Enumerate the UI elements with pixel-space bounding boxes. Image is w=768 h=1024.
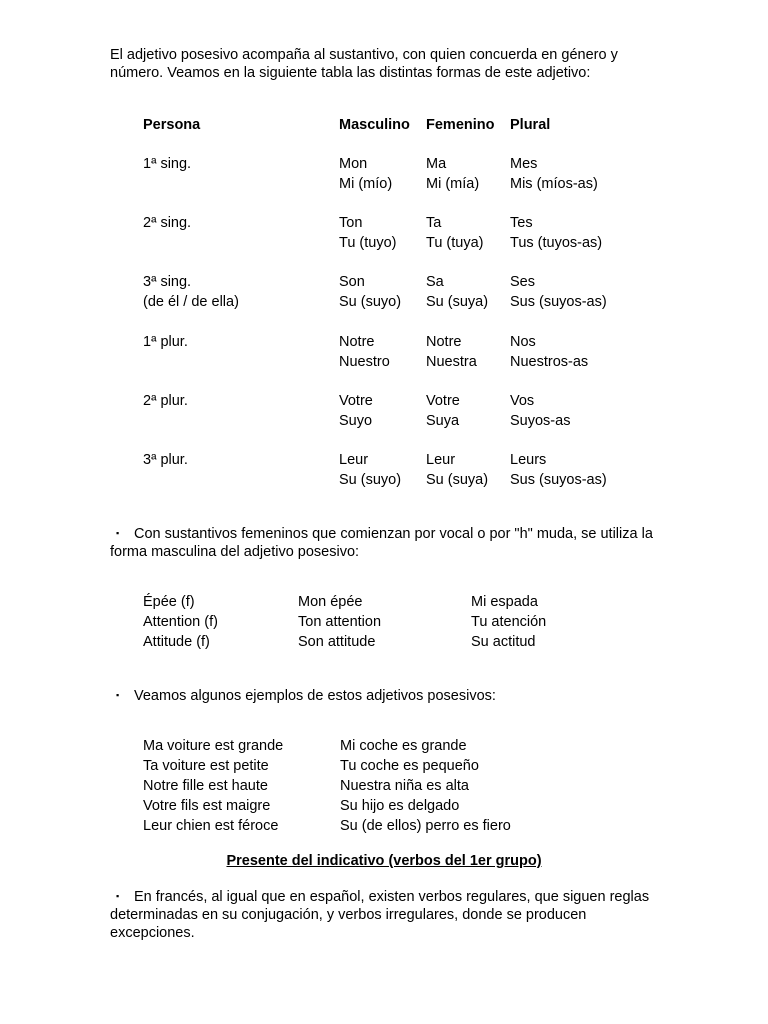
- table-cell: Mis (míos-as): [510, 176, 598, 192]
- table-cell: Tes: [510, 215, 533, 231]
- table-cell: Notre fille est haute: [143, 778, 268, 794]
- table-cell: Leurs: [510, 452, 547, 468]
- bullet-text-3: En francés, al igual que en español, existen verbos regulares, que siguen reglas determinadas en su conjugación, y verbos irregulares, donde se producen excepciones.: [110, 889, 650, 941]
- table-cell: Suya: [426, 413, 460, 429]
- bullet-text-1: Con sustantivos femeninos que comienzan por vocal o por "h" muda, se utiliza la forma masculina del adjetivo posesivo:: [110, 526, 653, 560]
- table-cell: Suyos-as: [510, 413, 571, 429]
- table-cell: Son: [339, 274, 365, 290]
- table-cell: Votre: [426, 393, 460, 409]
- table-cell: Votre: [339, 393, 373, 409]
- table-cell: Mon: [339, 156, 368, 172]
- table-cell: Mi (mío): [339, 176, 393, 192]
- table-cell: Notre: [426, 334, 462, 350]
- table-cell: Nos: [510, 334, 536, 350]
- table-cell: Ses: [510, 274, 535, 290]
- table-cell: Ma voiture est grande: [143, 738, 284, 754]
- table-cell: Mon épée: [298, 594, 363, 610]
- table-cell: Leur: [339, 452, 369, 468]
- intro-paragraph: El adjetivo posesivo acompaña al sustantivo, con quien concuerda en género y número. Veamos en la siguiente tabla las distintas formas de este adjetivo:: [110, 47, 618, 81]
- table-cell: Suyo: [339, 413, 373, 429]
- table-cell: Tu coche es pequeño: [340, 758, 479, 774]
- table-cell: Su (suya): [426, 294, 489, 310]
- table-cell: Son attitude: [298, 634, 376, 650]
- table-cell: Ton: [339, 215, 363, 231]
- table-cell: Nuestra: [426, 354, 477, 370]
- table-cell: 3ª sing.: [143, 274, 192, 290]
- table-cell: Tu atención: [471, 614, 547, 630]
- table-cell: Ta voiture est petite: [143, 758, 269, 774]
- table-cell: Leur chien est féroce: [143, 818, 279, 834]
- table-cell: Sa: [426, 274, 444, 290]
- table-cell: Nuestra niña es alta: [340, 778, 469, 794]
- bullet-icon: ▪: [116, 690, 120, 700]
- bullet-paragraph-3: [110, 887, 670, 942]
- table-cell: Attention (f): [143, 614, 218, 630]
- table-cell: Femenino: [426, 117, 495, 133]
- table-cell: 1ª plur.: [143, 334, 188, 350]
- table-cell: Nuestro: [339, 354, 390, 370]
- table-cell: Tus (tuyos-as): [510, 235, 603, 251]
- bullet-text-2: Veamos algunos ejemplos de estos adjetivos posesivos:: [134, 688, 496, 704]
- table-cell: 1ª sing.: [143, 156, 192, 172]
- table-cell: Votre fils est maigre: [143, 798, 271, 814]
- table-cell: Persona: [143, 117, 201, 133]
- table-cell: Su hijo es delgado: [340, 798, 460, 814]
- table-cell: Nuestros-as: [510, 354, 589, 370]
- table-cell: Mi espada: [471, 594, 538, 610]
- table-cell: Su actitud: [471, 634, 536, 650]
- section-heading: Presente del indicativo (verbos del 1er grupo): [226, 853, 542, 869]
- bullet-icon: ▪: [116, 891, 120, 901]
- table-cell: Su (suyo): [339, 472, 402, 488]
- table-cell: 2ª plur.: [143, 393, 188, 409]
- table-cell: Mi coche es grande: [340, 738, 467, 754]
- bullet-paragraph-2: [110, 686, 670, 705]
- table-cell: Notre: [339, 334, 375, 350]
- table-cell: Ta: [426, 215, 442, 231]
- table-cell: Su (de ellos) perro es fiero: [340, 818, 511, 834]
- table-cell: Épée (f): [143, 594, 195, 610]
- table-cell: Vos: [510, 393, 535, 409]
- table-cell: Leur: [426, 452, 456, 468]
- table-cell: Ma: [426, 156, 447, 172]
- bullet-icon: ▪: [116, 528, 120, 538]
- bullet-paragraph-1: [110, 524, 670, 561]
- table-cell: Ton attention: [298, 614, 382, 630]
- table-cell: Sus (suyos-as): [510, 472, 607, 488]
- table-cell: Tu (tuya): [426, 235, 484, 251]
- table-cell: Mes: [510, 156, 538, 172]
- table-cell: Plural: [510, 117, 551, 133]
- table-cell: Mi (mía): [426, 176, 480, 192]
- table-cell: 2ª sing.: [143, 215, 192, 231]
- table-cell: Su (suyo): [339, 294, 402, 310]
- table-cell: Masculino: [339, 117, 410, 133]
- table-cell: Tu (tuyo): [339, 235, 397, 251]
- table-cell: 3ª plur.: [143, 452, 188, 468]
- table-cell: Su (suya): [426, 472, 489, 488]
- table-cell: Sus (suyos-as): [510, 294, 607, 310]
- table-cell: Attitude (f): [143, 634, 210, 650]
- table-cell: (de él / de ella): [143, 294, 239, 310]
